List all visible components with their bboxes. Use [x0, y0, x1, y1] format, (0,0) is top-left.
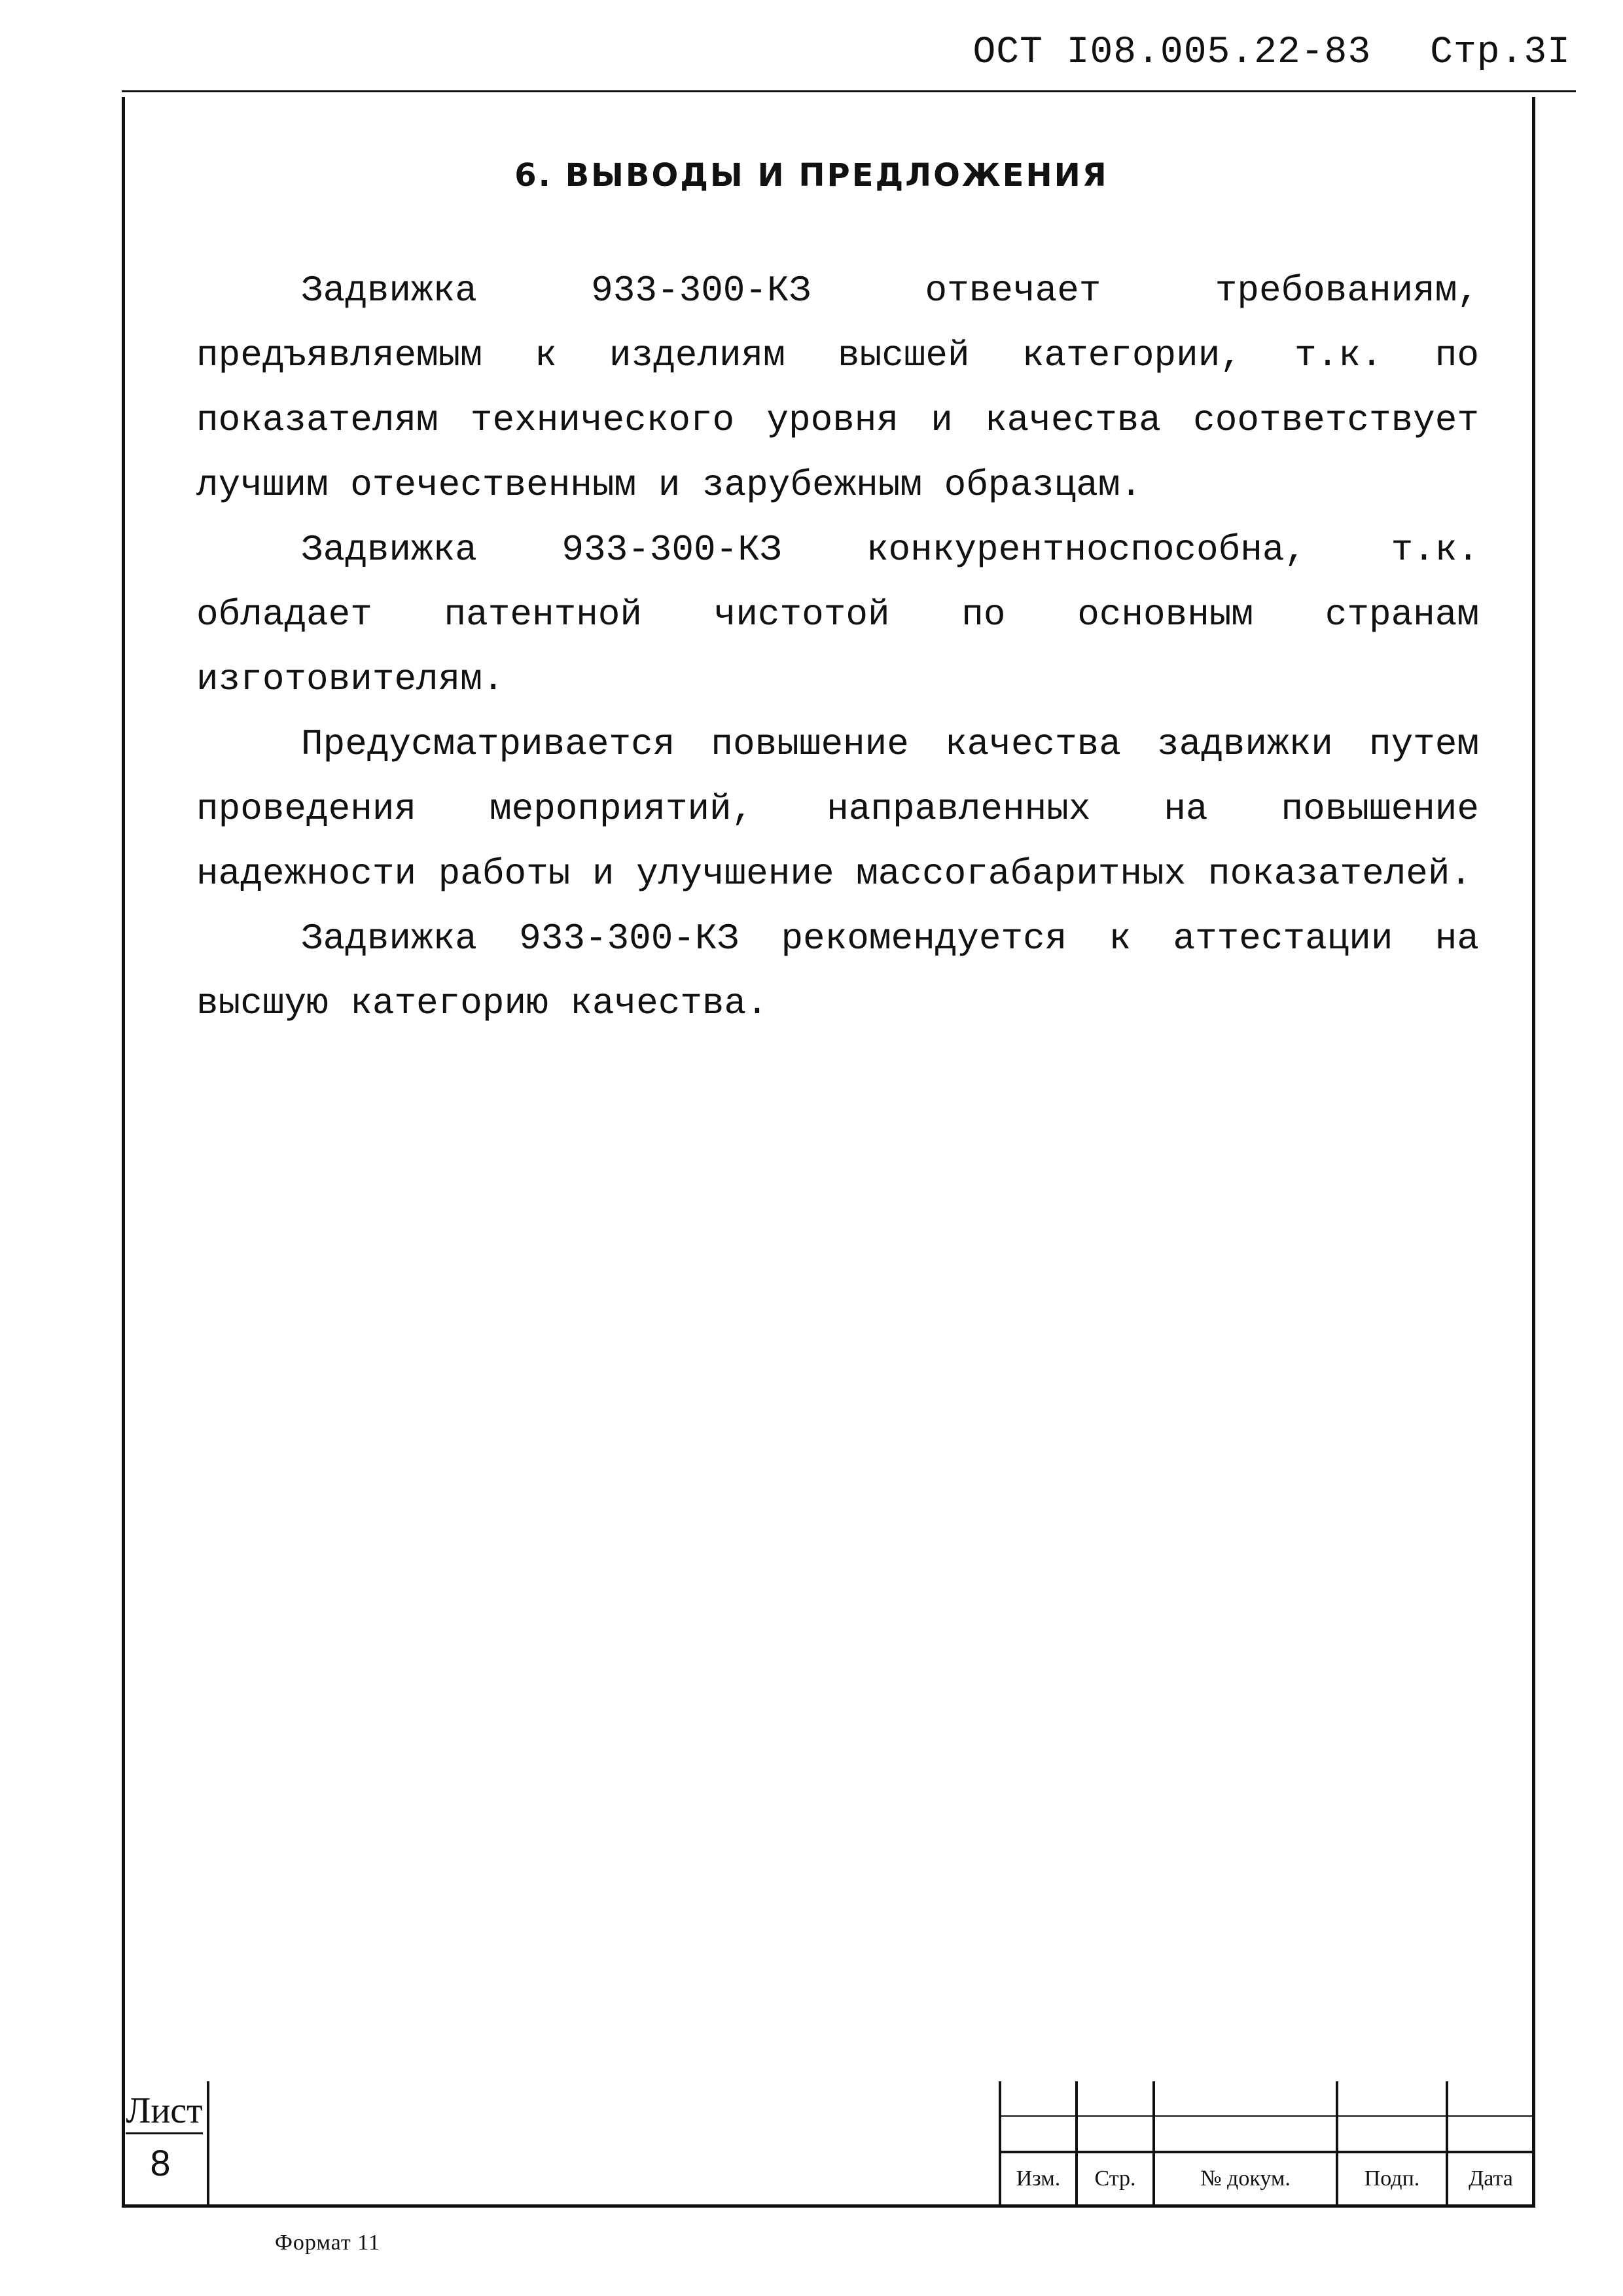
revision-cell [1000, 2116, 1077, 2152]
column-label-date: Дата [1447, 2152, 1533, 2204]
revision-cell [1077, 2081, 1154, 2116]
format-note: Формат 11 [275, 2231, 380, 2255]
document-header [972, 31, 1571, 74]
revision-row [1000, 2081, 1533, 2116]
paragraph: Задвижка 933-300-КЗ отвечает требованиям, предъявляемым к изделиям высшей категории, т.к. по показателям технического уровня и качества соответствует лучшим отечественным и зарубежным образцам. [196, 270, 1479, 506]
title-block [122, 2081, 1532, 2206]
revision-table [999, 2081, 1533, 2204]
header-rule [122, 90, 1576, 92]
revision-cell [1337, 2116, 1447, 2152]
revision-cell [1077, 2116, 1154, 2152]
revision-cell [1000, 2081, 1077, 2116]
revision-cell [1337, 2081, 1447, 2116]
sheet-number: 8 [150, 2142, 171, 2183]
revision-cell [1447, 2081, 1533, 2116]
revision-cell [1447, 2116, 1533, 2152]
paragraph: Предусматривается повышение качества задвижки путем проведения мероприятий, направленных на повышение надежности работы и улучшение массогабаритных показателей. [196, 723, 1479, 895]
sheet-box [122, 2081, 209, 2204]
column-label-document: № докум. [1154, 2152, 1337, 2204]
paragraph: Задвижка 933-300-КЗ конкурентноспособна, т.к. обладает патентной чистотой по основным странам изготовителям. [196, 529, 1479, 700]
page-reference: Стр.3I [1430, 31, 1571, 74]
revision-labels-row [1000, 2152, 1533, 2204]
column-label-signature: Подп. [1337, 2152, 1447, 2204]
column-label-change: Изм. [1000, 2152, 1077, 2204]
revision-cell [1154, 2116, 1337, 2152]
body-text [196, 259, 1479, 1036]
sheet-label: Лист [126, 2089, 203, 2134]
revision-cell [1154, 2081, 1337, 2116]
revision-row [1000, 2116, 1533, 2152]
section-title: 6. ВЫВОДЫ И ПРЕДЛОЖЕНИЯ [514, 157, 1109, 194]
column-label-page: Стр. [1077, 2152, 1154, 2204]
document-code: ОСТ I08.005.22-83 [972, 31, 1372, 74]
paragraph: Задвижка 933-300-КЗ рекомендуется к аттестации на высшую категорию качества. [196, 918, 1479, 1024]
